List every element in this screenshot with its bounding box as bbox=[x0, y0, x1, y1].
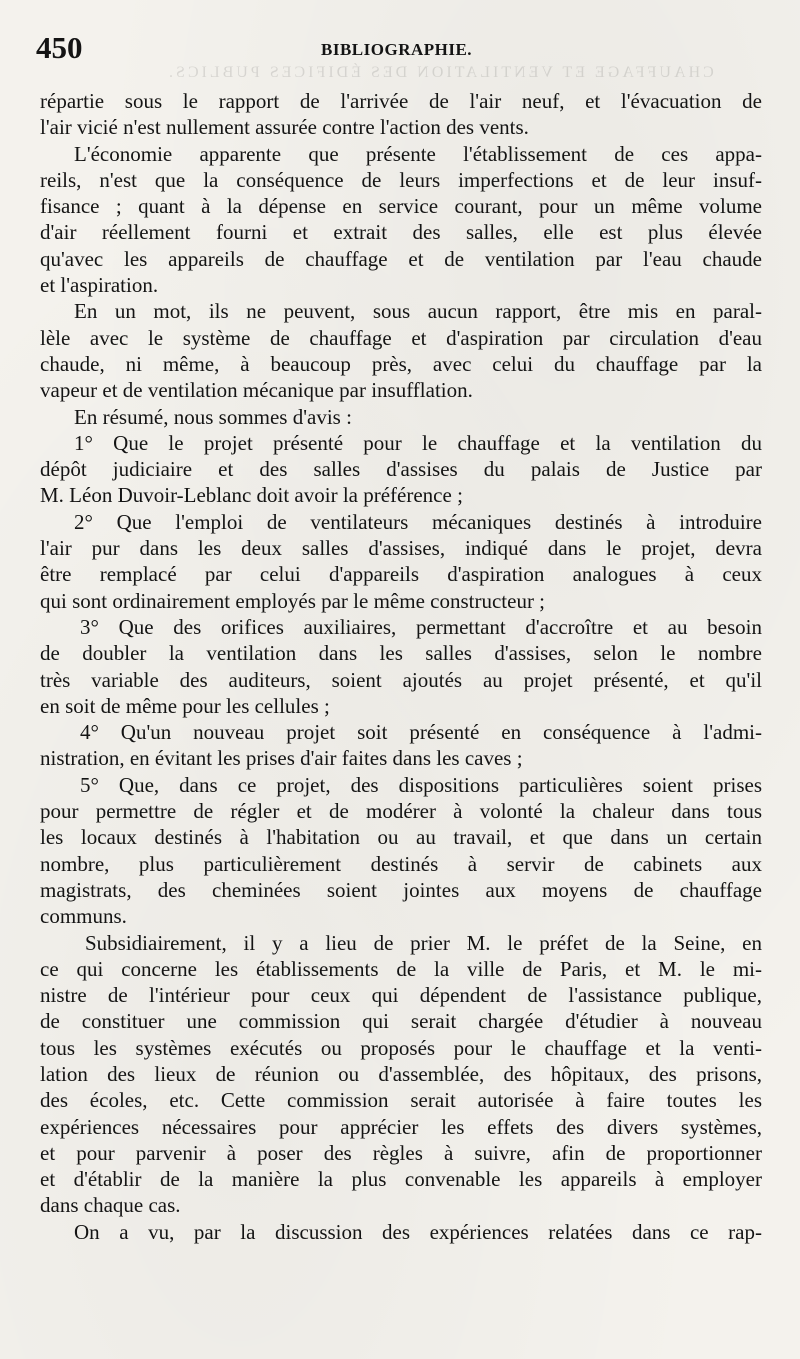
text-line: 3° Que des orifices auxiliaires, permettant d'accroître et au besoin bbox=[80, 614, 762, 639]
text-line: communs. bbox=[40, 904, 127, 929]
text-line: dans chaque cas. bbox=[40, 1193, 181, 1218]
text-line: vapeur et de ventilation mécanique par insufflation. bbox=[40, 378, 473, 403]
text-line: l'air vicié n'est nullement assurée contre l'action des vents. bbox=[40, 115, 529, 140]
text-line: des écoles, etc. Cette commission serait autorisée à faire toutes les bbox=[40, 1088, 762, 1113]
text-line: qu'avec les appareils de chauffage et de ventilation par l'eau chaude bbox=[40, 246, 762, 271]
text-line: ce qui concerne les établissements de la ville de Paris, et M. le mi- bbox=[40, 956, 762, 981]
text-line: et d'établir de la manière la plus convenable les appareils à employer bbox=[40, 1167, 762, 1192]
text-line: 2° Que l'emploi de ventilateurs mécaniques destinés à introduire bbox=[74, 509, 762, 534]
text-line: et pour parvenir à poser des règles à suivre, afin de proportionner bbox=[40, 1140, 762, 1165]
text-line: qui sont ordinairement employés par le même constructeur ; bbox=[40, 588, 546, 613]
text-line: Subsidiairement, il y a lieu de prier M. le préfet de la Seine, en bbox=[85, 930, 762, 955]
text-line: les locaux destinés à l'habitation ou au travail, et que dans un certain bbox=[40, 825, 762, 850]
text-line: 4° Qu'un nouveau projet soit présenté en conséquence à l'admi- bbox=[80, 720, 762, 745]
text-line: reils, n'est que la conséquence de leurs imperfections et de leur insuf- bbox=[40, 167, 762, 192]
text-line: M. Léon Duvoir-Leblanc doit avoir la préférence ; bbox=[40, 483, 463, 508]
text-line: très variable des auditeurs, soient ajoutés au projet présenté, et qu'il bbox=[40, 667, 762, 692]
text-line: tous les systèmes exécutés ou proposés pour le chauffage et la venti- bbox=[40, 1035, 762, 1060]
text-line: pour permettre de régler et de modérer à volonté la chaleur dans tous bbox=[40, 799, 762, 824]
text-line: être remplacé par celui d'appareils d'aspiration analogues à ceux bbox=[40, 562, 762, 587]
page-header bbox=[36, 30, 766, 81]
text-line: expériences nécessaires pour apprécier les effets des divers systèmes, bbox=[40, 1114, 762, 1139]
bleed-through-text: CHAUFFAGE ET VENTILATION DES ÉDIFICES PUBLICS. bbox=[166, 64, 714, 81]
text-line: 1° Que le projet présenté pour le chauffage et la ventilation du bbox=[74, 430, 762, 455]
text-line: lèle avec le système de chauffage et d'aspiration par circulation d'eau bbox=[40, 325, 762, 350]
text-line: On a vu, par la discussion des expériences relatées dans ce rap- bbox=[74, 1219, 762, 1244]
text-line: fisance ; quant à la dépense en service courant, pour un même volume bbox=[40, 194, 762, 219]
text-line: de constituer une commission qui serait chargée d'étudier à nouveau bbox=[40, 1009, 762, 1034]
text-line: et l'aspiration. bbox=[40, 273, 159, 298]
text-line: de doubler la ventilation dans les salles d'assises, selon le nombre bbox=[40, 641, 762, 666]
text-line: en soit de même pour les cellules ; bbox=[40, 693, 330, 718]
text-line: En résumé, nous sommes d'avis : bbox=[74, 404, 352, 429]
text-line: magistrats, des cheminées soient jointes aux moyens de chauffage bbox=[40, 877, 762, 902]
text-line: l'air pur dans les deux salles d'assises, indiqué dans le projet, devra bbox=[40, 536, 762, 561]
text-line: nombre, plus particulièrement destinés à servir de cabinets aux bbox=[40, 851, 762, 876]
text-line: chaude, ni même, à beaucoup près, avec celui du chauffage par la bbox=[40, 351, 762, 376]
text-line: L'économie apparente que présente l'établissement de ces appa- bbox=[74, 141, 762, 166]
text-line: répartie sous le rapport de l'arrivée de l'air neuf, et l'évacuation de bbox=[40, 89, 762, 113]
text-line: nistre de l'intérieur pour ceux qui dépendent de l'assistance publique, bbox=[40, 983, 762, 1008]
running-head: BIBLIOGRAPHIE. bbox=[321, 40, 473, 59]
page-number: 450 bbox=[36, 30, 83, 65]
text-line: nistration, en évitant les prises d'air faites dans les caves ; bbox=[40, 746, 523, 771]
text-line: lation des lieux de réunion ou d'assemblée, des hôpitaux, des prisons, bbox=[40, 1061, 762, 1086]
text-line: 5° Que, dans ce projet, des dispositions particulières soient prises bbox=[80, 772, 762, 797]
text-line: dépôt judiciaire et des salles d'assises du palais de Justice par bbox=[40, 457, 762, 482]
body-text bbox=[40, 88, 762, 1245]
text-line: En un mot, ils ne peuvent, sous aucun rapport, être mis en paral- bbox=[74, 299, 762, 324]
text-line: d'air réellement fourni et extrait des salles, elle est plus élevée bbox=[40, 220, 762, 245]
